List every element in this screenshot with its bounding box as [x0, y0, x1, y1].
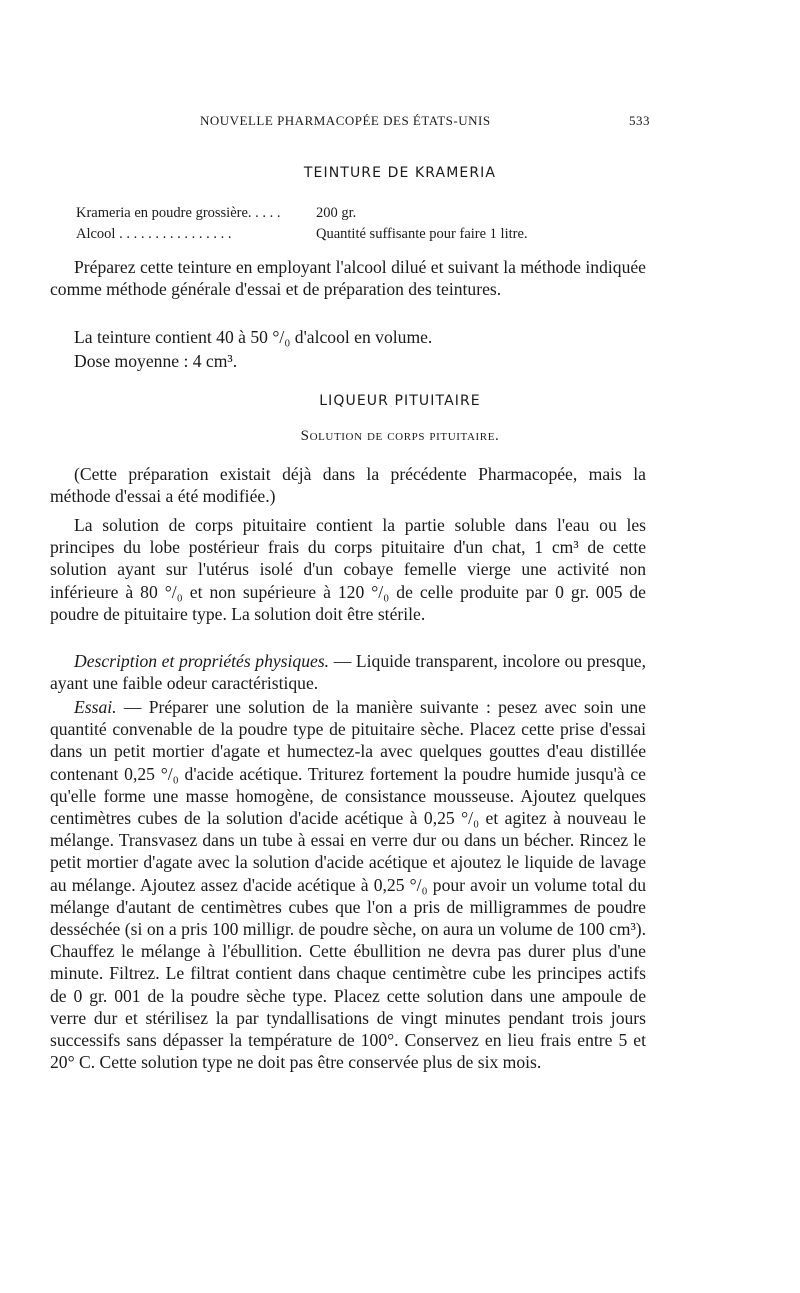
- formula-ingredient: Alcool . . . . . . . . . . . . . . . .: [76, 226, 232, 242]
- formula-quantity: 200 gr.: [316, 205, 357, 221]
- pituitaire-definition-paragraph: La solution de corps pituitaire contient la partie soluble dans l'eau ou les principes du lobe postérieur frais du corps pituitaire d'un chat, 1 cm³ de cette solution ayant sur l'utérus isolé d'un cobaye femelle vierge une activité non inférieure à 80 °/₀ et non supérieure à 120 °/₀ de celle produite par 0 gr. 005 de poudre de pituitaire type. La solution doit être stérile.: [50, 515, 646, 624]
- essai-paragraph: [50, 696, 646, 1073]
- essai-label: Essai.: [74, 697, 117, 717]
- formula-row: [76, 205, 636, 226]
- krameria-alcohol-paragraph: La teinture contient 40 à 50 °/₀ d'alcool en volume.: [74, 327, 433, 347]
- formula-ingredient: Krameria en poudre grossière. . . . .: [76, 205, 281, 221]
- section-heading-krameria: TEINTURE DE KRAMERIA: [303, 165, 497, 181]
- running-title: NOUVELLE PHARMACOPÉE DES ÉTATS-UNIS: [200, 113, 491, 128]
- subheading-solution: Solution de corps pituitaire.: [300, 428, 500, 444]
- description-text: — Liquide transparent, incolore ou presque, ayant une faible odeur caractéristique.: [50, 651, 646, 694]
- page-number: 533: [629, 113, 650, 128]
- krameria-preparation-paragraph: Préparez cette teinture en employant l'alcool dilué et suivant la méthode indiquée comme méthode générale d'essai et de préparation des teintures.: [50, 257, 646, 300]
- description-paragraph: [50, 650, 646, 694]
- formula-quantity: Quantité suffisante pour faire 1 litre.: [316, 226, 528, 242]
- essai-text: — Préparer une solution de la manière suivante : pesez avec soin une quantité convenable de la poudre type de pituitaire sèche. Placez cette prise d'essai dans un petit mortier d'agate et humectez-la avec quelques gouttes d'eau distillée contenant 0,25 °/₀ d'acide acétique. Triturez fortement la poudre humide jusqu'à ce qu'elle forme une masse homogène, de consistance mousseuse. Ajoutez quelques centimètres cubes de la solution d'acide acétique à 0,25 °/₀ et agitez à nouveau le mélange. Transvasez dans un tube à essai en verre dur ou dans un bécher. Rincez le petit mortier d'agate avec la solution d'acide acétique et ajoutez le liquide de lavage au mélange. Ajoutez assez d'acide acétique à 0,25 °/₀ pour avoir un volume total du mélange d'autant de centimètres cubes que l'on a pris de milligrammes de poudre desséchée (si on a pris 100 milligr. de poudre sèche, on aura un volume de 100 cm³). Chauffez le mélange à l'ébullition. Cette ébullition ne devra pas durer plus d'une minute. Filtrez. Le filtrat contient dans chaque centimètre cube les principes actifs de 0 gr. 001 de la poudre sèche type. Placez cette solution dans une ampoule de verre dur et stérilisez la par tyndallisations de vingt minutes pendant trois jours successifs sans dépasser la température de 100°. Conservez en lieu frais entre 5 et 20° C. Cette solution type ne doit pas être conservée plus de six mois.: [50, 697, 646, 1073]
- krameria-dose-paragraph: Dose moyenne : 4 cm³.: [74, 351, 238, 371]
- formula-row: [76, 226, 636, 247]
- description-label: Description et propriétés physiques.: [74, 651, 330, 671]
- formula-table: [76, 205, 636, 247]
- pituitaire-note-paragraph: (Cette préparation existait déjà dans la précédente Pharmacopée, mais la méthode d'essai a été modifiée.): [50, 464, 646, 507]
- running-header: [200, 113, 650, 133]
- section-heading-pituitaire: LIQUEUR PITUITAIRE: [319, 393, 481, 409]
